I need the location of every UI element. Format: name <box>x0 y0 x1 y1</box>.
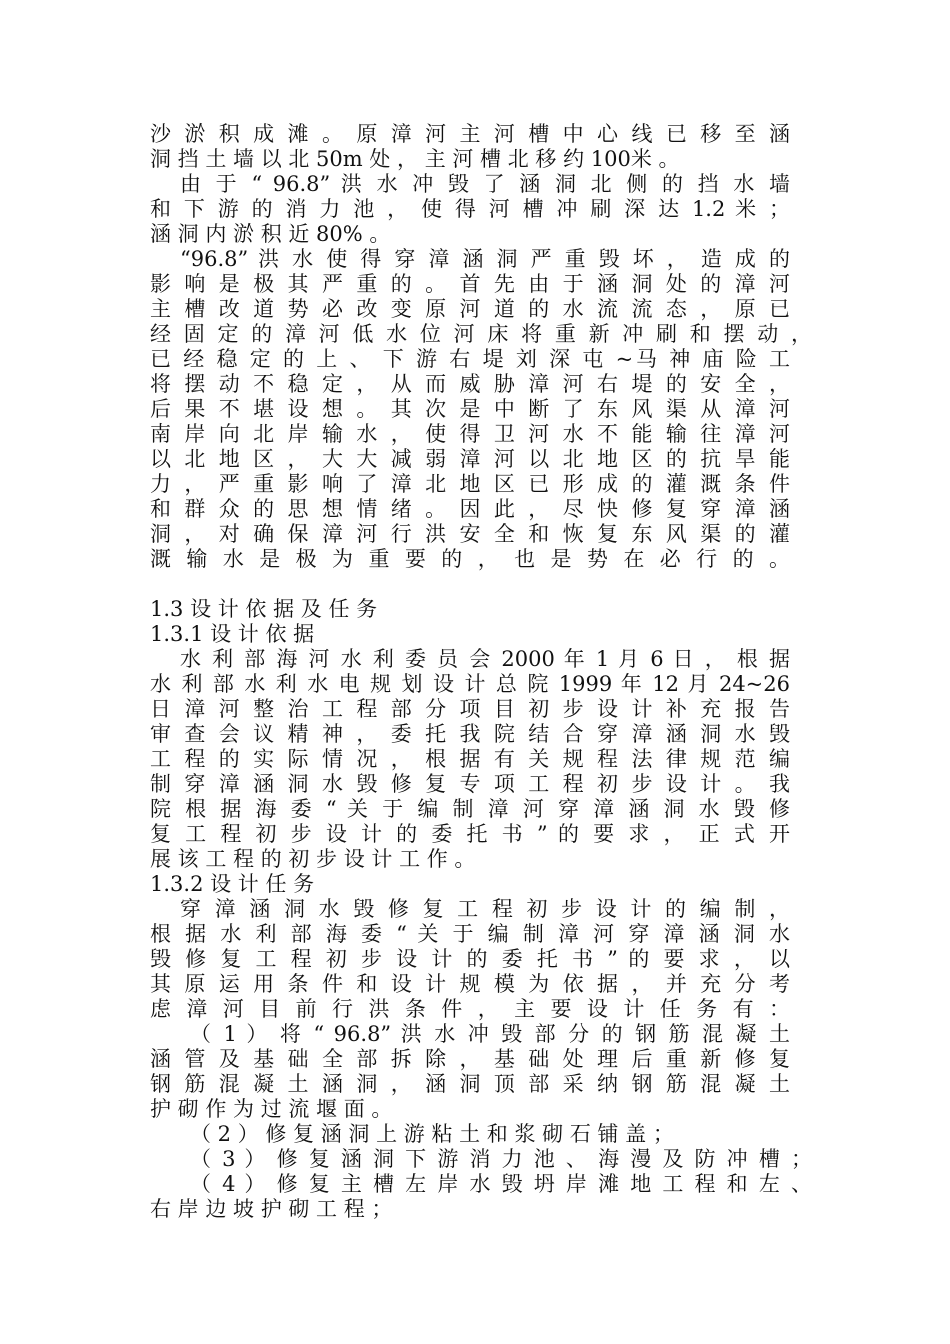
text-line: 复 工 程 初 步 设 计 的 委 托 书 ” 的 要 求 ， 正 式 开 <box>150 822 790 846</box>
text-line: 制 穿 漳 涵 洞 水 毁 修 复 专 项 工 程 初 步 设 计 。 我 <box>150 772 790 796</box>
text-line: 工 程 的 实 际 情 况 ， 根 据 有 关 规 程 法 律 规 范 编 <box>150 747 790 771</box>
paragraph-first-line: “96.8” 洪 水 使 得 穿 漳 涵 洞 严 重 毁 坏 ， 造 成 的 <box>180 247 790 271</box>
text-line: 经 固 定 的 漳 河 低 水 位 河 床 将 重 新 冲 刷 和 摆 动 ， <box>150 322 812 346</box>
paragraph-first-line: 穿 漳 涵 洞 水 毁 修 复 工 程 初 步 设 计 的 编 制 ， <box>180 897 790 921</box>
text-line: 溉 输 水 是 极 为 重 要 的 ， 也 是 势 在 必 行 的 。 <box>150 547 790 571</box>
text-line: 钢 筋 混 凝 土 涵 洞 ， 涵 洞 顶 部 采 纳 钢 筋 混 凝 土 <box>150 1072 790 1096</box>
text-line: 主 槽 改 道 势 必 改 变 原 河 道 的 水 流 流 态 ， 原 已 <box>150 297 790 321</box>
text-line: 沙 淤 积 成 滩 。 原 漳 河 主 河 槽 中 心 线 已 移 至 涵 <box>150 122 790 146</box>
paragraph-first-line: 水 利 部 海 河 水 利 委 员 会 2000 年 1 月 6 日 ， 根 据 <box>180 647 790 671</box>
text-line: 护 砌 作 为 过 流 堰 面 。 <box>150 1097 393 1121</box>
text-line: 和 下 游 的 消 力 池 ， 使 得 河 槽 冲 刷 深 达 1.2 米 ； <box>150 197 790 221</box>
text-line: 涵 管 及 基 础 全 部 拆 除 ， 基 础 处 理 后 重 新 修 复 <box>150 1047 790 1071</box>
subsection-heading: 1.3.1 设 计 依 据 <box>150 622 315 646</box>
text-line: 审 查 会 议 精 神 ， 委 托 我 院 结 合 穿 漳 涵 洞 水 毁 <box>150 722 790 746</box>
text-line: 后 果 不 堪 设 想 。 其 次 是 中 断 了 东 风 渠 从 漳 河 <box>150 397 790 421</box>
text-line: 院 根 据 海 委 “ 关 于 编 制 漳 河 穿 漳 涵 洞 水 毁 修 <box>150 797 790 821</box>
section-heading: 1.3 设 计 依 据 及 任 务 <box>150 597 378 621</box>
text-line: 和 群 众 的 思 想 情 绪 。 因 此 ， 尽 快 修 复 穿 漳 涵 <box>150 497 790 521</box>
subsection-heading: 1.3.2 设 计 任 务 <box>150 872 315 896</box>
text-line: 以 北 地 区 ， 大 大 减 弱 漳 河 以 北 地 区 的 抗 旱 能 <box>150 447 790 471</box>
text-line: 展 该 工 程 的 初 步 设 计 工 作 。 <box>150 847 476 871</box>
text-line: 右 岸 边 坡 护 砌 工 程 ； <box>150 1197 393 1221</box>
list-item-first-line: （ 4 ） 修 复 主 槽 左 岸 水 毁 坍 岸 滩 地 工 程 和 左 、 <box>190 1172 812 1196</box>
text-line: 毁 修 复 工 程 初 步 设 计 的 委 托 书 ” 的 要 求 ， 以 <box>150 947 790 971</box>
text-line: 将 摆 动 不 稳 定 ， 从 而 威 胁 漳 河 右 堤 的 安 全 ， <box>150 372 790 396</box>
text-line: 南 岸 向 北 岸 输 水 ， 使 得 卫 河 水 不 能 输 往 漳 河 <box>150 422 790 446</box>
text-line: 水 利 部 水 利 水 电 规 划 设 计 总 院 1999 年 12 月 24~26 <box>150 672 790 696</box>
text-line: 影 响 是 极 其 严 重 的 。 首 先 由 于 涵 洞 处 的 漳 河 <box>150 272 790 296</box>
list-item-first-line: （ 1 ） 将 “ 96.8” 洪 水 冲 毁 部 分 的 钢 筋 混 凝 土 <box>190 1022 790 1046</box>
text-line: 其 原 运 用 条 件 和 设 计 规 模 为 依 据 ， 并 充 分 考 <box>150 972 790 996</box>
text-line: 已 经 稳 定 的 上 、 下 游 右 堤 刘 深 屯 ~马 神 庙 险 工 <box>150 347 790 371</box>
text-line: 根 据 水 利 部 海 委 “ 关 于 编 制 漳 河 穿 漳 涵 洞 水 <box>150 922 790 946</box>
text-line: 日 漳 河 整 治 工 程 部 分 项 目 初 步 设 计 补 充 报 告 <box>150 697 790 721</box>
list-item-first-line: （ 2 ） 修 复 涵 洞 上 游 粘 土 和 浆 砌 石 铺 盖 ； <box>190 1122 674 1146</box>
paragraph-first-line: 由 于 “ 96.8” 洪 水 冲 毁 了 涵 洞 北 侧 的 挡 水 墙 <box>180 172 790 196</box>
text-line: 涵 洞 内 淤 积 近 80% 。 <box>150 222 391 246</box>
text-line: 虑 漳 河 目 前 行 洪 条 件 ， 主 要 设 计 任 务 有 ： <box>150 997 790 1021</box>
text-line: 洞 ， 对 确 保 漳 河 行 洪 安 全 和 恢 复 东 风 渠 的 灌 <box>150 522 790 546</box>
text-line: 力 ， 严 重 影 响 了 漳 北 地 区 已 形 成 的 灌 溉 条 件 <box>150 472 790 496</box>
list-item-first-line: （ 3 ） 修 复 涵 洞 下 游 消 力 池 、 海 漫 及 防 冲 槽 ； <box>190 1147 812 1171</box>
text-line: 洞 挡 土 墙 以 北 50m 处 ， 主 河 槽 北 移 约 100米 。 <box>150 147 680 171</box>
